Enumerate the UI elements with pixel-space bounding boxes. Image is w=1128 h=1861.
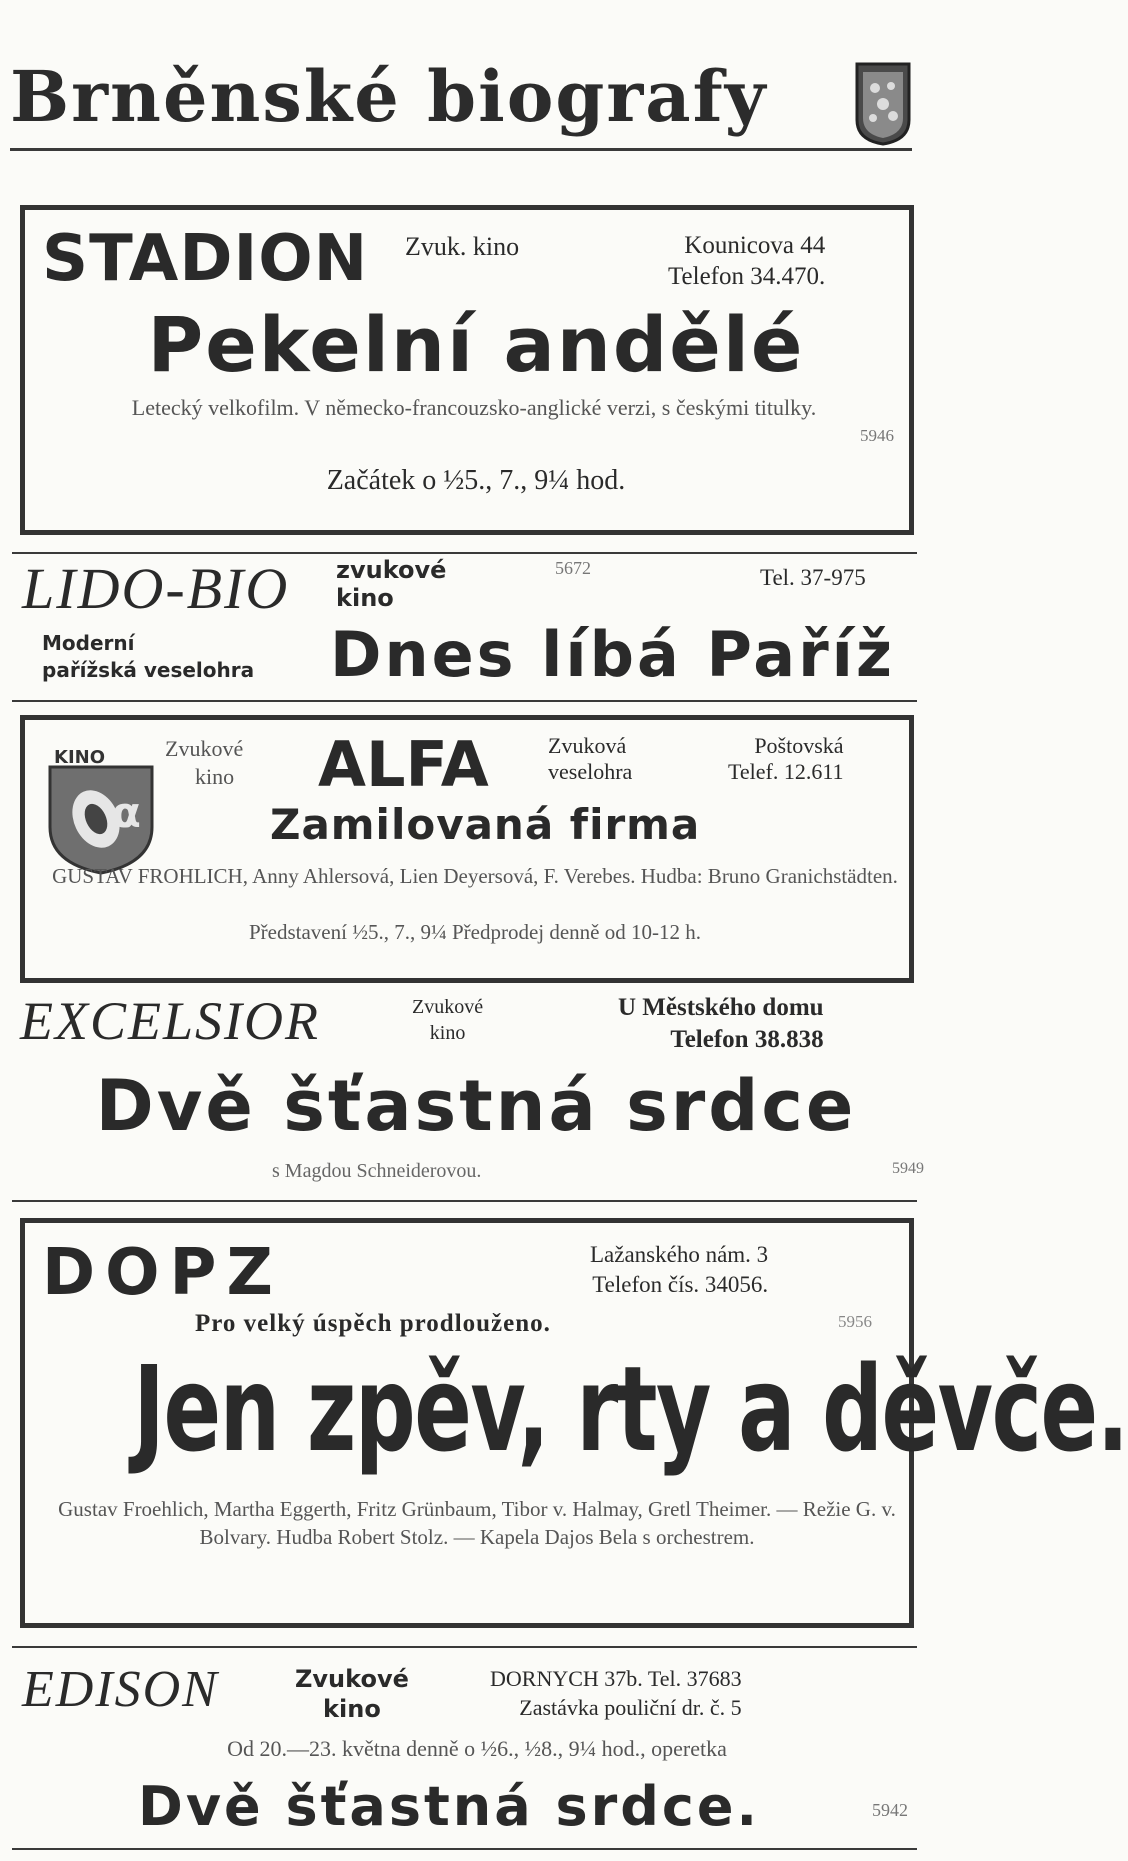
stadion-address-block [668, 230, 825, 292]
stadion-description: Letecký velkofilm. V německo-francouzsko-anglické verzi, s českými titulky. [131, 395, 817, 420]
alfa-subtitle-line1: Zvukové [165, 736, 244, 761]
lido-film-title: Dnes líbá Paříž [330, 618, 895, 691]
alfa-subtitle [165, 735, 243, 791]
lido-phone: Tel. 37-975 [760, 565, 866, 590]
edison-top-rule [12, 1646, 917, 1648]
edison-subtitle [295, 1664, 409, 1724]
alfa-address-block [728, 733, 844, 785]
stadion-film-title: Pekelní andělé [147, 300, 805, 389]
alfa-genre [548, 733, 632, 785]
edison-subtitle-line2: kino [323, 1695, 381, 1723]
excelsior-subtitle-line1: Zvukové [412, 996, 484, 1018]
excelsior-film-title: Dvě šťastná srdce [95, 1065, 857, 1147]
alfa-phone: Telef. 12.611 [728, 759, 844, 784]
stadion-phone: Telefon 34.470. [668, 263, 826, 290]
edison-subtitle-line1: Zvukové [295, 1665, 409, 1693]
lido-tagline-line1: Moderní [42, 631, 135, 655]
dopz-film-title: Jen zpěv, rty a děvče. [133, 1340, 1128, 1478]
dopz-code: 5956 [838, 1312, 872, 1331]
edison-address-block [490, 1664, 742, 1722]
edison-name: EDISON [22, 1661, 219, 1718]
coat-of-arms-icon [855, 62, 911, 146]
alfa-subtitle-line2: kino [195, 764, 235, 789]
stadion-times: Začátek o ½5., 7., 9¼ hod. [326, 465, 626, 496]
lido-tagline [42, 630, 254, 684]
excelsior-bottom-rule [12, 1200, 917, 1202]
alfa-times: Představení ½5., 7., 9¼ Předprodej denně od 10-12 h. [248, 920, 701, 944]
stadion-name: STADION [42, 222, 369, 296]
edison-bottom-rule [12, 1848, 917, 1850]
dopz-cast: Gustav Froehlich, Martha Eggerth, Fritz Grünbaum, Tibor v. Halmay, Gretl Theimer. — Režie G. v. Bolvary. Hudba Robert Stolz. — Kapela Dajos Bela s orchestrem. [58, 1497, 896, 1549]
edison-stop: Zastávka pouliční dr. č. 5 [519, 1695, 742, 1720]
lido-bottom-rule [12, 700, 917, 702]
alfa-genre-line2: veselohra [548, 759, 633, 784]
alfa-film-title: Zamilovaná firma [270, 800, 701, 849]
dopz-address: Lažanského nám. 3 [590, 1242, 769, 1267]
alfa-cast: GUSTAV FROHLICH, Anny Ahlersová, Lien Deyersová, F. Verebes. Hudba: Bruno Granichstädten. [52, 864, 898, 888]
header-rule [10, 148, 912, 151]
edison-code: 5942 [872, 1800, 908, 1820]
page-title: Brněnské biografy [10, 55, 768, 138]
excelsior-address-block [618, 992, 824, 1056]
lido-tagline-line2: pařížská veselohra [42, 658, 255, 682]
dopz-address-block [590, 1240, 768, 1300]
dopz-phone: Telefon čís. 34056. [592, 1272, 769, 1297]
excelsior-subtitle [412, 994, 483, 1046]
edison-address: DORNYCH 37b. Tel. 37683 [490, 1666, 742, 1691]
excelsior-name: EXCELSIOR [20, 991, 320, 1051]
svg-text:α: α [112, 788, 141, 837]
stadion-subtitle: Zvuk. kino [405, 232, 520, 261]
excelsior-phone: Telefon 38.838 [670, 1026, 824, 1053]
stadion-code: 5946 [860, 426, 894, 445]
lido-subtitle-line2: kino [336, 584, 394, 612]
stadion-address: Kounicova 44 [684, 232, 826, 259]
lido-code: 5672 [555, 558, 591, 578]
alfa-address: Poštovská [754, 733, 844, 758]
alfa-logo-text: KINO [54, 747, 106, 768]
lido-top-rule [12, 552, 917, 554]
alfa-name: ALFA [318, 728, 489, 801]
alfa-kino-logo-icon [46, 745, 156, 875]
dopz-note: Pro velký úspěch prodlouženo. [195, 1310, 551, 1337]
alfa-genre-line1: Zvuková [548, 733, 627, 758]
lido-name: LIDO-BIO [22, 556, 290, 621]
excelsior-note: s Magdou Schneiderovou. [272, 1160, 482, 1182]
edison-film-title: Dvě šťastná srdce. [138, 1775, 761, 1838]
lido-subtitle [336, 556, 446, 612]
excelsior-address: U Městského domu [618, 994, 824, 1021]
dopz-name: DOPZ [42, 1236, 283, 1310]
edison-times: Od 20.—23. května denně o ½6., ½8., 9¼ hod., operetka [227, 1736, 727, 1761]
excelsior-subtitle-line2: kino [429, 1022, 466, 1044]
lido-subtitle-line1: zvukové [336, 556, 447, 584]
excelsior-code: 5949 [892, 1160, 924, 1177]
